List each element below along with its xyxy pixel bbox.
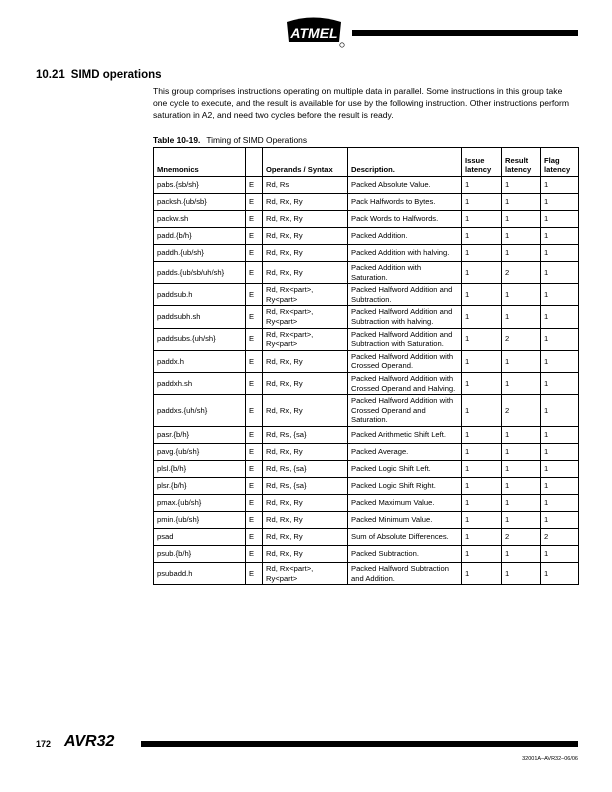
section-title-text: SIMD operations xyxy=(70,69,162,81)
cell-mnemonic: padds.{ub/sb/uh/sh} xyxy=(154,262,246,284)
table-row xyxy=(154,372,579,394)
cell-result-latency: 1 xyxy=(502,477,541,494)
cell-mnemonic: psad xyxy=(154,528,246,545)
table-row xyxy=(154,194,579,211)
cell-e: E xyxy=(246,562,263,584)
cell-result-latency: 2 xyxy=(502,262,541,284)
cell-description: Packed Arithmetic Shift Left. xyxy=(348,426,462,443)
cell-result-latency: 1 xyxy=(502,245,541,262)
cell-description: Packed Halfword Addition and Subtraction. xyxy=(348,284,462,306)
table-row xyxy=(154,477,579,494)
cell-flag-latency: 1 xyxy=(541,228,579,245)
header-operands: Operands / Syntax xyxy=(263,148,348,177)
cell-description: Packed Absolute Value. xyxy=(348,177,462,194)
cell-mnemonic: packw.sh xyxy=(154,211,246,228)
cell-e: E xyxy=(246,372,263,394)
cell-mnemonic: plsl.{b/h} xyxy=(154,460,246,477)
cell-e: E xyxy=(246,528,263,545)
cell-e: E xyxy=(246,228,263,245)
cell-mnemonic: paddxh.sh xyxy=(154,372,246,394)
cell-flag-latency: 1 xyxy=(541,245,579,262)
table-row xyxy=(154,350,579,372)
cell-flag-latency: 1 xyxy=(541,395,579,427)
cell-description: Packed Subtraction. xyxy=(348,545,462,562)
section-number: 10.21 xyxy=(36,69,65,81)
cell-flag-latency: 1 xyxy=(541,284,579,306)
cell-issue-latency: 1 xyxy=(462,545,502,562)
cell-operands: Rd, Rx<part>, Ry<part> xyxy=(263,328,348,350)
cell-result-latency: 1 xyxy=(502,460,541,477)
table-row xyxy=(154,511,579,528)
cell-result-latency: 1 xyxy=(502,372,541,394)
cell-issue-latency: 1 xyxy=(462,443,502,460)
logo-text: ATMEL xyxy=(290,25,338,41)
cell-mnemonic: psubadd.h xyxy=(154,562,246,584)
table-row xyxy=(154,545,579,562)
cell-e: E xyxy=(246,494,263,511)
cell-issue-latency: 1 xyxy=(462,194,502,211)
table-row xyxy=(154,395,579,427)
cell-flag-latency: 1 xyxy=(541,477,579,494)
cell-operands: Rd, Rx<part>, Ry<part> xyxy=(263,284,348,306)
table-caption-text: Timing of SIMD Operations xyxy=(206,135,308,145)
cell-result-latency: 1 xyxy=(502,511,541,528)
footer-brand: AVR32 xyxy=(64,733,115,750)
cell-operands: Rd, Rs, {sa} xyxy=(263,426,348,443)
cell-issue-latency: 1 xyxy=(462,511,502,528)
cell-flag-latency: 1 xyxy=(541,306,579,328)
cell-mnemonic: psub.{b/h} xyxy=(154,545,246,562)
cell-e: E xyxy=(246,477,263,494)
cell-flag-latency: 1 xyxy=(541,443,579,460)
cell-operands: Rd, Rx, Ry xyxy=(263,545,348,562)
cell-issue-latency: 1 xyxy=(462,350,502,372)
table-row xyxy=(154,284,579,306)
cell-operands: Rd, Rs, {sa} xyxy=(263,460,348,477)
table-row xyxy=(154,177,579,194)
cell-issue-latency: 1 xyxy=(462,306,502,328)
cell-mnemonic: pasr.{b/h} xyxy=(154,426,246,443)
cell-result-latency: 1 xyxy=(502,194,541,211)
cell-mnemonic: padd.{b/h} xyxy=(154,228,246,245)
cell-operands: Rd, Rx, Ry xyxy=(263,443,348,460)
cell-flag-latency: 1 xyxy=(541,211,579,228)
cell-flag-latency: 1 xyxy=(541,194,579,211)
table-caption-number: Table 10-19. xyxy=(153,135,201,145)
cell-issue-latency: 1 xyxy=(462,372,502,394)
cell-operands: Rd, Rx, Ry xyxy=(263,262,348,284)
cell-mnemonic: pmax.{ub/sh} xyxy=(154,494,246,511)
cell-description: Packed Halfword Addition with Crossed Operand. xyxy=(348,350,462,372)
table-row xyxy=(154,245,579,262)
cell-mnemonic: paddh.{ub/sh} xyxy=(154,245,246,262)
cell-operands: Rd, Rx, Ry xyxy=(263,372,348,394)
cell-result-latency: 1 xyxy=(502,211,541,228)
document-code: 32001A–AVR32–06/06 xyxy=(522,756,578,762)
table-header-row xyxy=(154,148,579,177)
table-row xyxy=(154,426,579,443)
header-flag-latency: Flag latency xyxy=(541,148,579,177)
cell-result-latency: 1 xyxy=(502,426,541,443)
cell-result-latency: 1 xyxy=(502,350,541,372)
cell-issue-latency: 1 xyxy=(462,460,502,477)
cell-e: E xyxy=(246,306,263,328)
table-row xyxy=(154,328,579,350)
cell-result-latency: 2 xyxy=(502,395,541,427)
cell-issue-latency: 1 xyxy=(462,426,502,443)
cell-issue-latency: 1 xyxy=(462,228,502,245)
cell-mnemonic: paddxs.{uh/sh} xyxy=(154,395,246,427)
cell-issue-latency: 1 xyxy=(462,328,502,350)
cell-description: Packed Halfword Addition and Subtraction with Saturation. xyxy=(348,328,462,350)
cell-flag-latency: 1 xyxy=(541,562,579,584)
cell-mnemonic: pmin.{ub/sh} xyxy=(154,511,246,528)
cell-operands: Rd, Rx, Ry xyxy=(263,494,348,511)
cell-mnemonic: paddsubh.sh xyxy=(154,306,246,328)
cell-e: E xyxy=(246,350,263,372)
cell-description: Sum of Absolute Differences. xyxy=(348,528,462,545)
cell-e: E xyxy=(246,443,263,460)
cell-issue-latency: 1 xyxy=(462,477,502,494)
footer-bar xyxy=(141,741,578,747)
cell-issue-latency: 1 xyxy=(462,395,502,427)
cell-operands: Rd, Rx, Ry xyxy=(263,245,348,262)
cell-e: E xyxy=(246,395,263,427)
header-empty xyxy=(246,148,263,177)
cell-description: Pack Words to Halfwords. xyxy=(348,211,462,228)
cell-flag-latency: 1 xyxy=(541,372,579,394)
header-result-latency: Result latency xyxy=(502,148,541,177)
cell-e: E xyxy=(246,328,263,350)
cell-e: E xyxy=(246,545,263,562)
cell-mnemonic: pabs.{sb/sh} xyxy=(154,177,246,194)
cell-flag-latency: 1 xyxy=(541,494,579,511)
cell-flag-latency: 1 xyxy=(541,350,579,372)
cell-description: Packed Halfword Subtraction and Addition. xyxy=(348,562,462,584)
table-row xyxy=(154,562,579,584)
section-title xyxy=(36,69,162,81)
cell-issue-latency: 1 xyxy=(462,528,502,545)
cell-e: E xyxy=(246,177,263,194)
cell-description: Packed Logic Shift Left. xyxy=(348,460,462,477)
header-description: Description. xyxy=(348,148,462,177)
cell-description: Packed Addition. xyxy=(348,228,462,245)
table-row xyxy=(154,528,579,545)
cell-issue-latency: 1 xyxy=(462,177,502,194)
table-body xyxy=(154,177,579,585)
cell-description: Packed Minimum Value. xyxy=(348,511,462,528)
cell-flag-latency: 1 xyxy=(541,511,579,528)
cell-result-latency: 1 xyxy=(502,562,541,584)
cell-e: E xyxy=(246,245,263,262)
cell-result-latency: 2 xyxy=(502,528,541,545)
cell-flag-latency: 1 xyxy=(541,262,579,284)
cell-mnemonic: packsh.{ub/sb} xyxy=(154,194,246,211)
cell-flag-latency: 1 xyxy=(541,177,579,194)
cell-e: E xyxy=(246,211,263,228)
cell-description: Pack Halfwords to Bytes. xyxy=(348,194,462,211)
cell-operands: Rd, Rs, {sa} xyxy=(263,477,348,494)
cell-mnemonic: paddsubs.{uh/sh} xyxy=(154,328,246,350)
cell-description: Packed Addition with halving. xyxy=(348,245,462,262)
cell-result-latency: 1 xyxy=(502,443,541,460)
cell-issue-latency: 1 xyxy=(462,245,502,262)
cell-result-latency: 2 xyxy=(502,328,541,350)
section-intro: This group comprises instructions operating on multiple data in parallel. Some instructions in this group take one cycle to execute, and the result is available for use by the following instruction. Other instructions perform saturation in A2, and need two cycles before the result is ready. xyxy=(153,86,570,121)
cell-result-latency: 1 xyxy=(502,228,541,245)
cell-issue-latency: 1 xyxy=(462,494,502,511)
cell-operands: Rd, Rx, Ry xyxy=(263,511,348,528)
cell-mnemonic: pavg.{ub/sh} xyxy=(154,443,246,460)
cell-description: Packed Halfword Addition and Subtraction with halving. xyxy=(348,306,462,328)
cell-flag-latency: 2 xyxy=(541,528,579,545)
cell-operands: Rd, Rx, Ry xyxy=(263,194,348,211)
cell-result-latency: 1 xyxy=(502,545,541,562)
cell-flag-latency: 1 xyxy=(541,426,579,443)
header-issue-latency: Issue latency xyxy=(462,148,502,177)
cell-description: Packed Maximum Value. xyxy=(348,494,462,511)
cell-operands: Rd, Rx<part>, Ry<part> xyxy=(263,562,348,584)
table-row xyxy=(154,228,579,245)
cell-mnemonic: plsr.{b/h} xyxy=(154,477,246,494)
cell-e: E xyxy=(246,460,263,477)
cell-operands: Rd, Rx, Ry xyxy=(263,211,348,228)
cell-description: Packed Logic Shift Right. xyxy=(348,477,462,494)
cell-e: E xyxy=(246,426,263,443)
cell-operands: Rd, Rx, Ry xyxy=(263,528,348,545)
cell-mnemonic: paddx.h xyxy=(154,350,246,372)
cell-flag-latency: 1 xyxy=(541,328,579,350)
cell-e: E xyxy=(246,262,263,284)
cell-mnemonic: paddsub.h xyxy=(154,284,246,306)
cell-operands: Rd, Rx, Ry xyxy=(263,228,348,245)
atmel-logo xyxy=(283,16,345,48)
table-row xyxy=(154,211,579,228)
cell-description: Packed Halfword Addition with Crossed Operand and Halving. xyxy=(348,372,462,394)
cell-description: Packed Addition with Saturation. xyxy=(348,262,462,284)
cell-flag-latency: 1 xyxy=(541,545,579,562)
cell-description: Packed Halfword Addition with Crossed Operand and Saturation. xyxy=(348,395,462,427)
cell-result-latency: 1 xyxy=(502,306,541,328)
cell-operands: Rd, Rx<part>, Ry<part> xyxy=(263,306,348,328)
simd-timing-table xyxy=(153,147,579,585)
table-caption xyxy=(153,135,307,145)
cell-issue-latency: 1 xyxy=(462,262,502,284)
cell-flag-latency: 1 xyxy=(541,460,579,477)
cell-result-latency: 1 xyxy=(502,177,541,194)
cell-operands: Rd, Rs xyxy=(263,177,348,194)
table-row xyxy=(154,306,579,328)
cell-e: E xyxy=(246,511,263,528)
table-row xyxy=(154,460,579,477)
cell-description: Packed Average. xyxy=(348,443,462,460)
cell-operands: Rd, Rx, Ry xyxy=(263,395,348,427)
cell-result-latency: 1 xyxy=(502,494,541,511)
table-row xyxy=(154,443,579,460)
table-row xyxy=(154,262,579,284)
cell-issue-latency: 1 xyxy=(462,211,502,228)
page-number: 172 xyxy=(36,739,52,749)
header-mnemonics: Mnemonics xyxy=(154,148,246,177)
header-bar xyxy=(352,30,578,36)
cell-issue-latency: 1 xyxy=(462,562,502,584)
cell-e: E xyxy=(246,284,263,306)
table-row xyxy=(154,494,579,511)
cell-operands: Rd, Rx, Ry xyxy=(263,350,348,372)
cell-e: E xyxy=(246,194,263,211)
cell-result-latency: 1 xyxy=(502,284,541,306)
cell-issue-latency: 1 xyxy=(462,284,502,306)
